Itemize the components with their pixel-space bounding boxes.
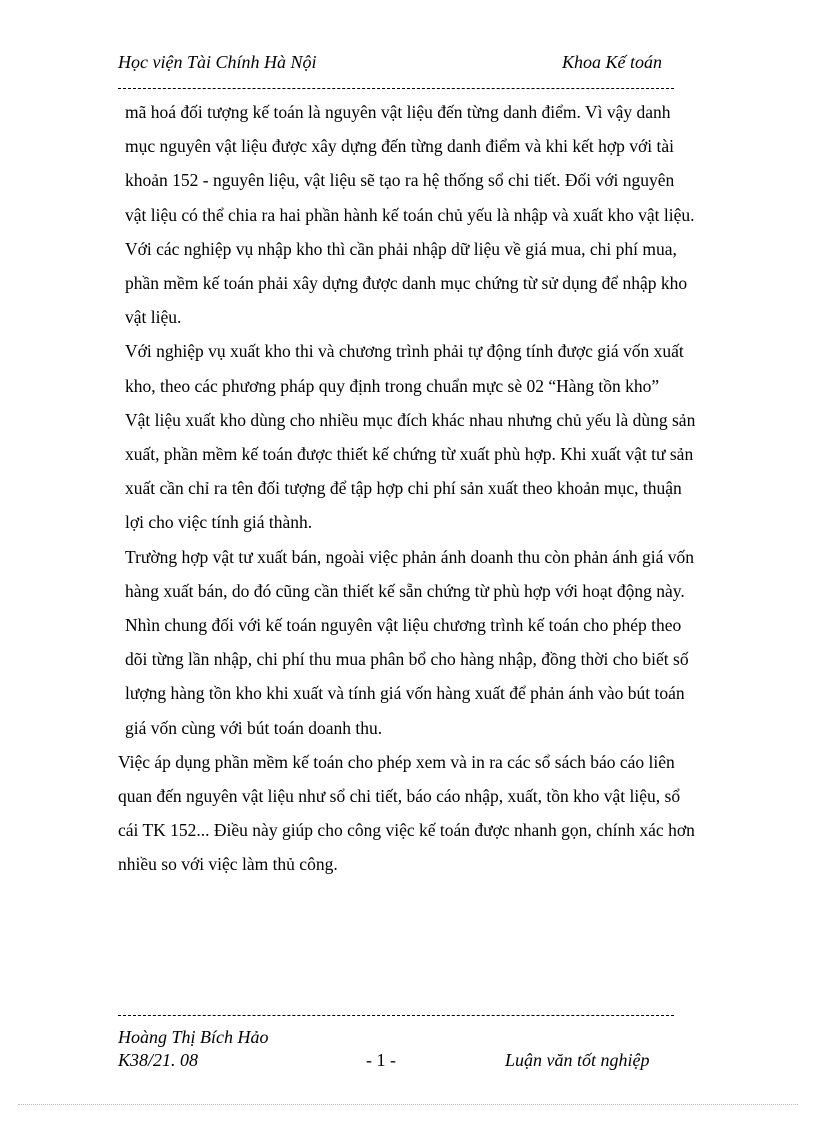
body-text (118, 95, 698, 882)
page-bottom-border (18, 1104, 798, 1105)
header-divider (118, 88, 674, 89)
footer-divider (118, 1015, 674, 1016)
paragraph-software-reports: Việc áp dụng phần mềm kế toán cho phép xem và in ra các sổ sách báo cáo liên quan đến nguyên vật liệu như sổ chi tiết, báo cáo nhập, xuất, tồn kho vật liệu, sổ cái TK 152... Điều này giúp cho công việc kế toán được nhanh gọn, chính xác hơn nhiều so với việc làm thủ công. (118, 751, 695, 875)
paragraph-import-operations: Với các nghiệp vụ nhập kho thì cần phải nhập dữ liệu về giá mua, chi phí mua, phần mềm kế toán phải xây dựng được danh mục chứng từ sử dụng để nhập kho vật liệu. (125, 238, 688, 328)
footer-page-number: - 1 - (366, 1050, 396, 1070)
paragraph-material-coding: mã hoá đối tượng kế toán là nguyên vật liệu đến từng danh điểm. Vì vậy danh mục nguyên vật liệu được xây dựng đến từng danh điểm và khi kết hợp với tài khoản 152 - nguyên liệu, vật liệu sẽ tạo ra hệ thống sổ chi tiết. Đối với nguyên vật liệu có thể chia ra hai phần hành kế toán chủ yếu là nhập và xuất kho vật liệu. (125, 102, 695, 225)
paragraph-export-sale: Trường hợp vật tư xuất bán, ngoài việc phản ánh doanh thu còn phản ánh giá vốn hàng xuất bán, do đó cũng cần thiết kế sẵn chứng từ phù hợp với hoạt động này. (125, 546, 695, 601)
footer-document-title: Luận văn tốt nghiệp (505, 1050, 650, 1070)
header-institution: Học viện Tài Chính Hà Nội (118, 52, 317, 72)
paragraph-export-pricing: Với nghiệp vụ xuất kho thi và chương trình phải tự động tính được giá vốn xuất kho, theo các phương pháp quy định trong chuẩn mực sè 02 “Hàng tồn kho” (125, 341, 684, 396)
paragraph-export-usage: Vật liệu xuất kho dùng cho nhiều mục đích khác nhau nhưng chủ yếu là dùng sản xuất, phần mềm kế toán được thiết kế chứng từ xuất phù hợp. Khi xuất vật tư sản xuất cần chỉ ra tên đối tượng để tập hợp chi phí sản xuất theo khoản mục, thuận lợi cho việc tính giá thành. (125, 409, 696, 533)
footer-author: Hoàng Thị Bích Hảo (118, 1027, 269, 1047)
header-department: Khoa Kế toán (562, 52, 663, 72)
paragraph-overview: Nhìn chung đối với kế toán nguyên vật liệu chương trình kế toán cho phép theo dõi từng lần nhập, chi phí thu mua phân bổ cho hàng nhập, đồng thời cho biết số lượng hàng tồn kho khi xuất và tính giá vốn hàng xuất để phản ánh vào bút toán giá vốn cùng với bút toán doanh thu. (125, 615, 689, 738)
footer-class-code: K38/21. 08 (118, 1050, 199, 1070)
